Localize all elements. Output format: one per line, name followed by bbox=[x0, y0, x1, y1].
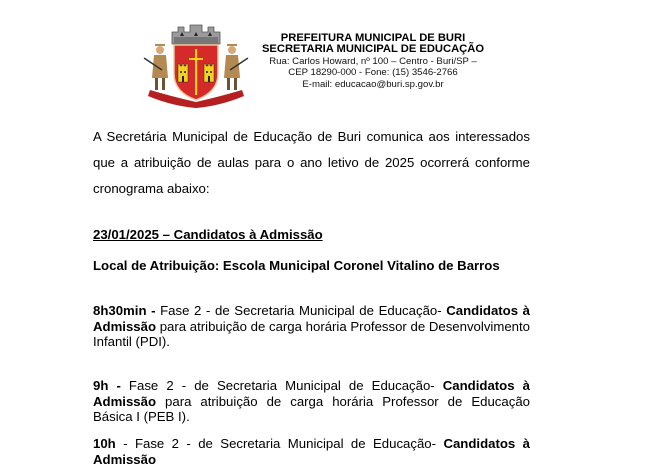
schedule-time: 10h bbox=[93, 436, 116, 451]
address-line: Rua: Carlos Howard, nº 100 – Centro - Buri/SP – bbox=[269, 55, 477, 67]
schedule-item bbox=[93, 378, 530, 425]
schedule-audience: Candidatos à Admissão bbox=[93, 303, 530, 334]
local-atribuicao: Local de Atribuição: Escola Municipal Coronel Vitalino de Barros bbox=[93, 258, 500, 273]
schedule-item bbox=[93, 436, 530, 467]
schedule-audience: Candidatos à Admissão bbox=[93, 436, 530, 467]
schedule-time: 8h30min - bbox=[93, 303, 156, 318]
schedule-text: para atribuição de carga horária Professor de Educação Básica I (PEB I). bbox=[93, 393, 530, 425]
document-header bbox=[0, 0, 651, 110]
email-line: E-mail: educacao@buri.sp.gov.br bbox=[302, 78, 444, 90]
intro-paragraph: A Secretária Municipal de Educação de Buri comunica aos interessados que a atribuição de aulas para o ano letivo de 2025 ocorrerá conforme cronograma abaixo: bbox=[93, 129, 530, 196]
schedule-text: Fase 2 - de Secretaria Municipal de Educação- bbox=[120, 378, 443, 393]
schedule-item bbox=[93, 303, 530, 350]
cep-phone-line: CEP 18290-000 - Fone: (15) 3546-2766 bbox=[288, 67, 458, 79]
header-text-block bbox=[250, 33, 496, 90]
coat-of-arms-icon bbox=[140, 22, 252, 108]
schedule-text: - Fase 2 - de Secretaria Municipal de Educação- bbox=[115, 436, 444, 451]
schedule-audience: Candidatos à Admissão bbox=[93, 378, 530, 409]
prefeitura-title: PREFEITURA MUNICIPAL DE BURI bbox=[280, 32, 466, 44]
secretaria-title: SECRETARIA MUNICIPAL DE EDUCAÇÃO bbox=[261, 43, 485, 56]
schedule-text: para atribuição de carga horária Professor de Desenvolvimento Infantil (PDI). bbox=[93, 318, 530, 350]
schedule-text: Fase 2 - de Secretaria Municipal de Educação- bbox=[155, 303, 447, 318]
schedule-time: 9h - bbox=[93, 378, 121, 393]
date-heading: 23/01/2025 – Candidatos à Admissão bbox=[93, 227, 323, 242]
